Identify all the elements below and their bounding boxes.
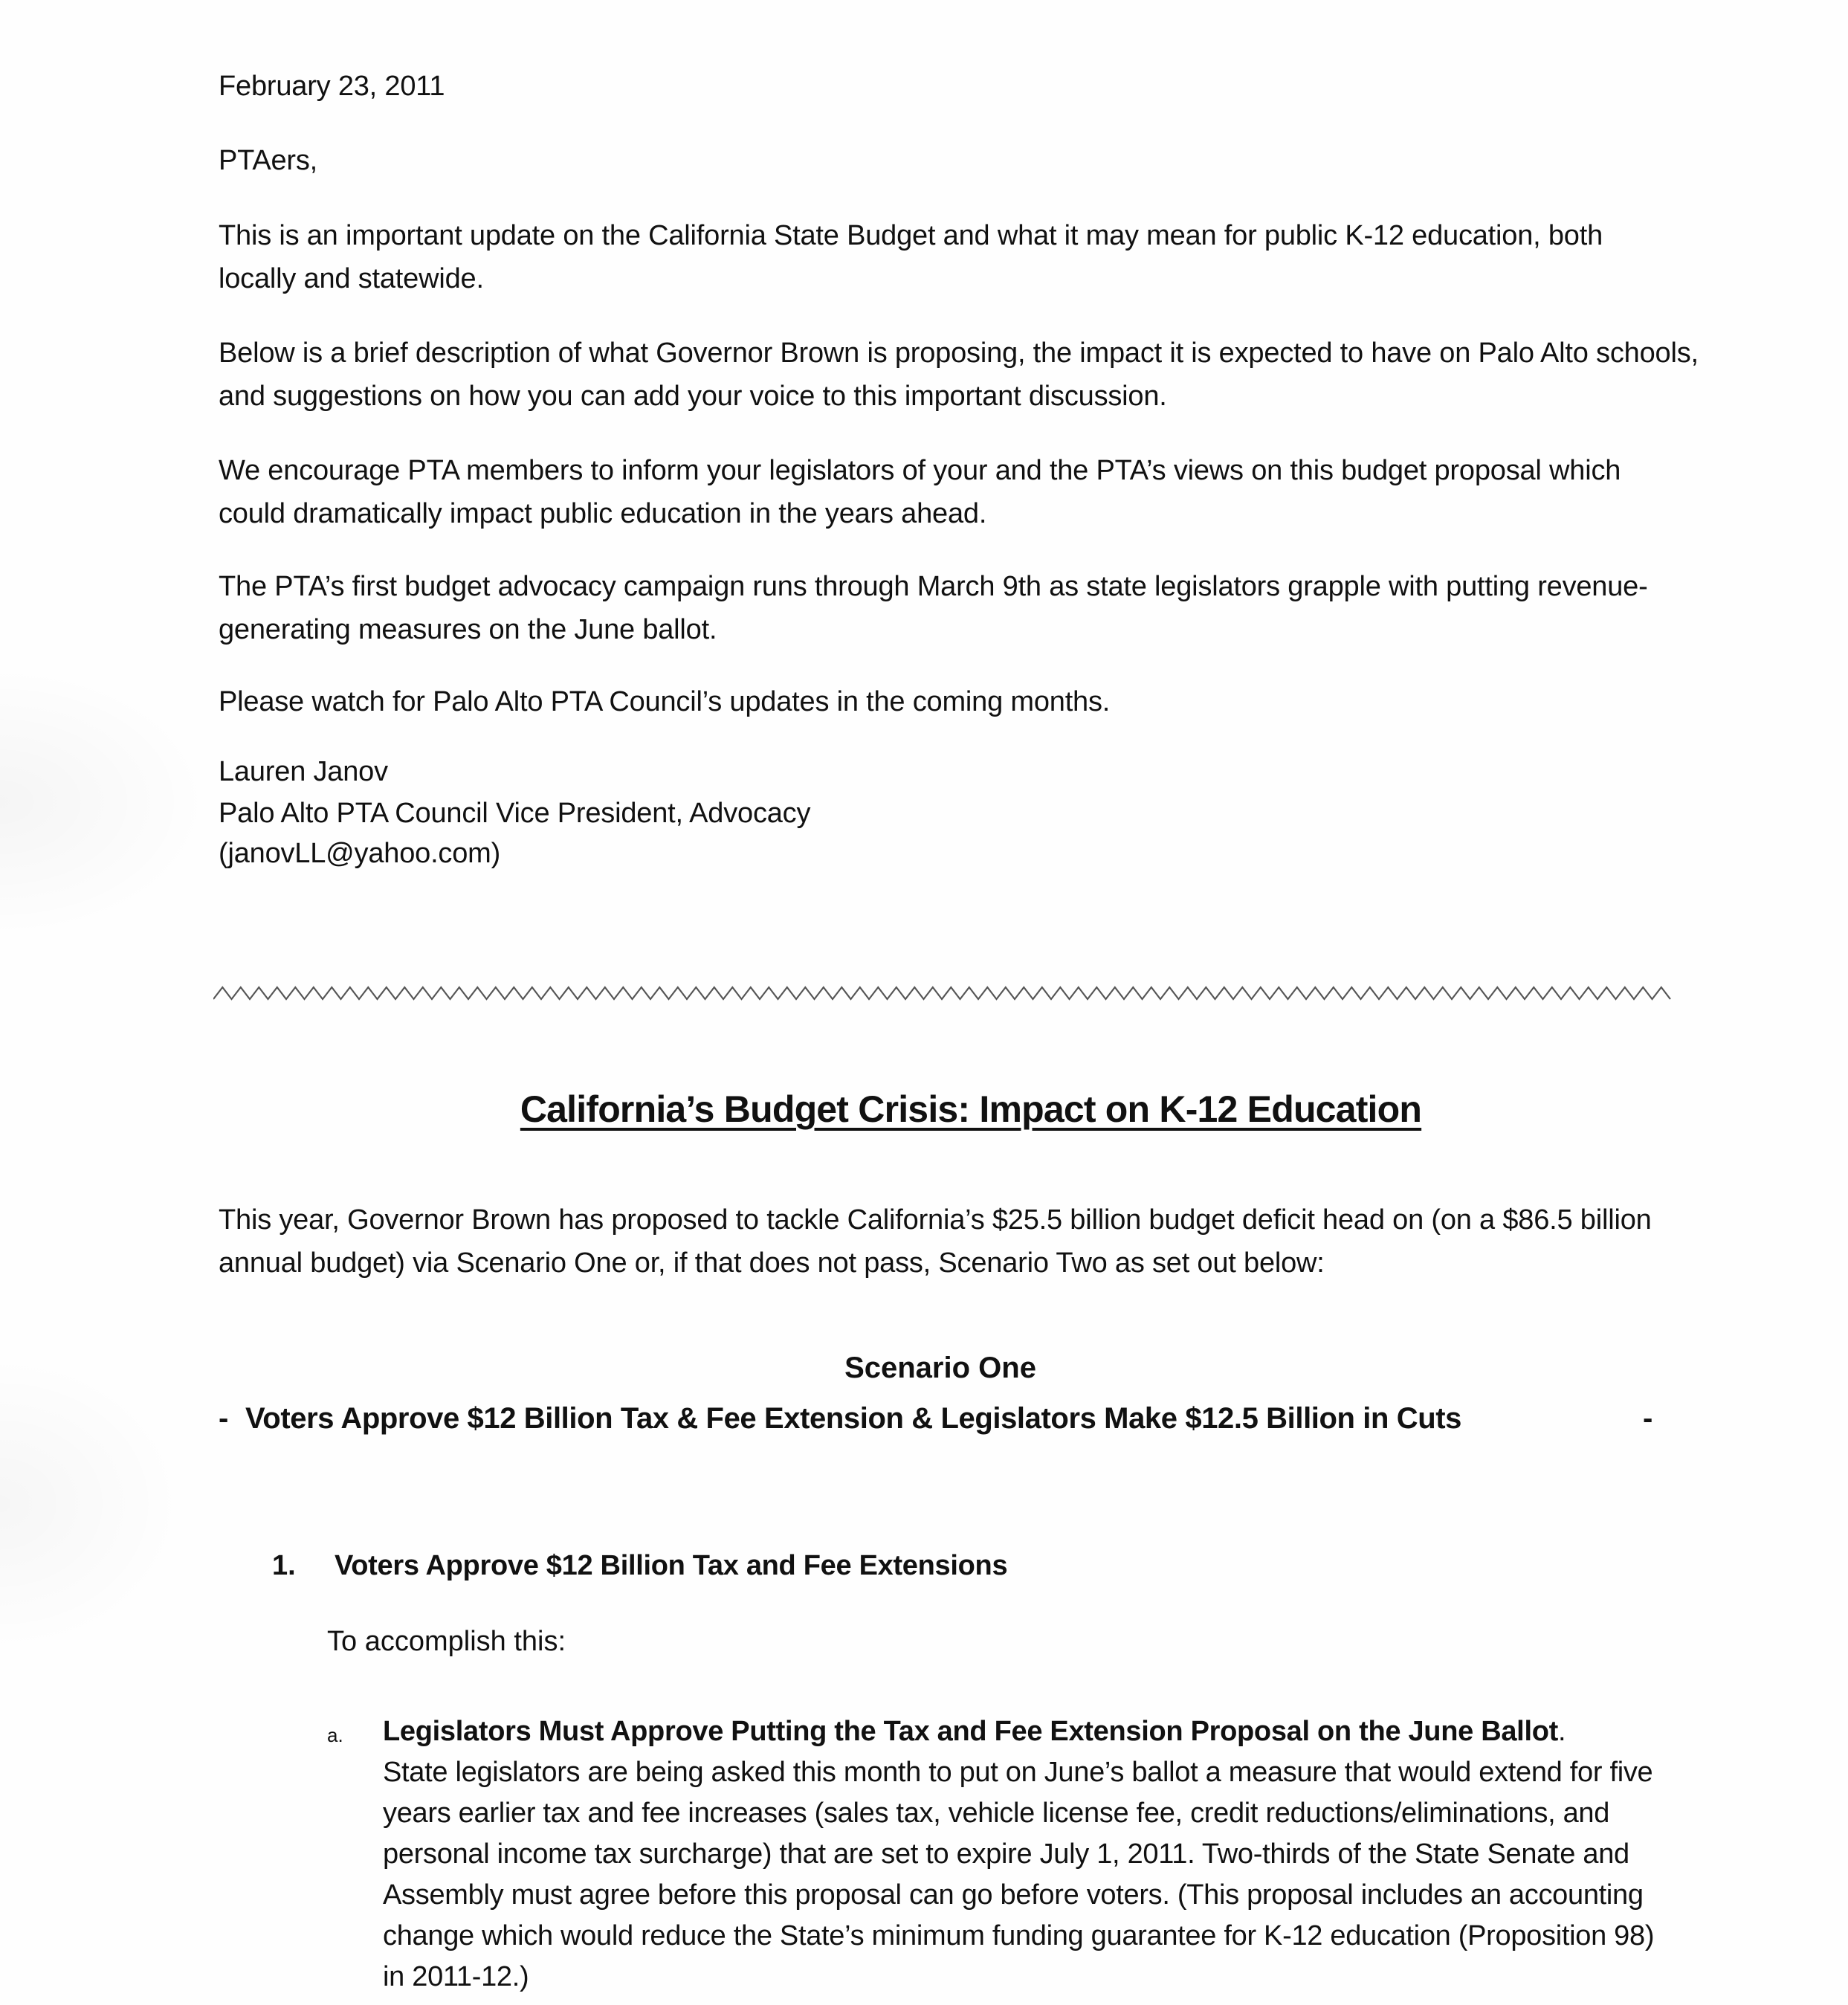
scenario-subtitle-text: Voters Approve $12 Billion Tax & Fee Extension & Legislators Make $12.5 Billion in Cuts (245, 1402, 1462, 1435)
zigzag-divider-icon (213, 985, 1672, 1003)
letter-salutation: PTAers, (219, 145, 318, 176)
scenario-title: Scenario One (844, 1352, 1036, 1384)
letter-paragraph: We encourage PTA members to inform your legislators of your and the PTA’s views on this budget proposal which could dramatically impact public education in the years ahead. (219, 455, 1621, 529)
sub-item-content (383, 1711, 1673, 1998)
sub-item-heading: Legislators Must Approve Putting the Tax and Fee Extension Proposal on the June Ballot (383, 1716, 1558, 1747)
letter-paragraph: This is an important update on the California State Budget and what it may mean for public K-12 education, both locally and statewide. (219, 220, 1603, 294)
letter-paragraph: Please watch for Palo Alto PTA Council’s updates in the coming months. (219, 686, 1111, 717)
letter-date: February 23, 2011 (219, 71, 445, 102)
list-item-lead: To accomplish this: (327, 1626, 566, 1657)
article-intro: This year, Governor Brown has proposed to tackle California’s $25.5 billion budget deficit head on (on a $86.5 billion annual budget) via Scenario One or, if that does not pass, Scenario Two as set out below: (219, 1204, 1652, 1279)
letter-paragraph: The PTA’s first budget advocacy campaign runs through March 9th as state legislators grapple with putting revenue-generating measures on the June ballot. (219, 571, 1648, 645)
signature-title: Palo Alto PTA Council Vice President, Advocacy (219, 798, 811, 829)
article-title: California’s Budget Crisis: Impact on K-12 Education (520, 1088, 1422, 1130)
signature-name: Lauren Janov (219, 756, 388, 787)
sub-item-body: State legislators are being asked this month to put on June’s ballot a measure that would extend for five years earlier tax and fee increases (sales tax, vehicle license fee, credit reductions/eliminations, and personal income tax surcharge) that are set to expire July 1, 2011. Two-thirds of the State Senate and Assembly must agree before this proposal can go before voters. (This proposal includes an accounting change which would reduce the State’s minimum funding guarantee for K-12 education (Proposition 98) in 2011-12.) (383, 1757, 1655, 1992)
letter-paragraph: Below is a brief description of what Governor Brown is proposing, the impact it is expected to have on Palo Alto schools, and suggestions on how you can add your voice to this important discussion. (219, 338, 1699, 412)
sub-item-heading-period: . (1557, 1716, 1566, 1747)
sub-item-marker: a. (327, 1724, 343, 1746)
list-item-heading: Voters Approve $12 Billion Tax and Fee Extensions (335, 1550, 1008, 1581)
signature-email: (janovLL@yahoo.com) (219, 838, 501, 869)
scenario-dash-right: - (1643, 1402, 1652, 1435)
list-item-number: 1. (272, 1550, 296, 1581)
scenario-dash-left: - (219, 1402, 228, 1435)
